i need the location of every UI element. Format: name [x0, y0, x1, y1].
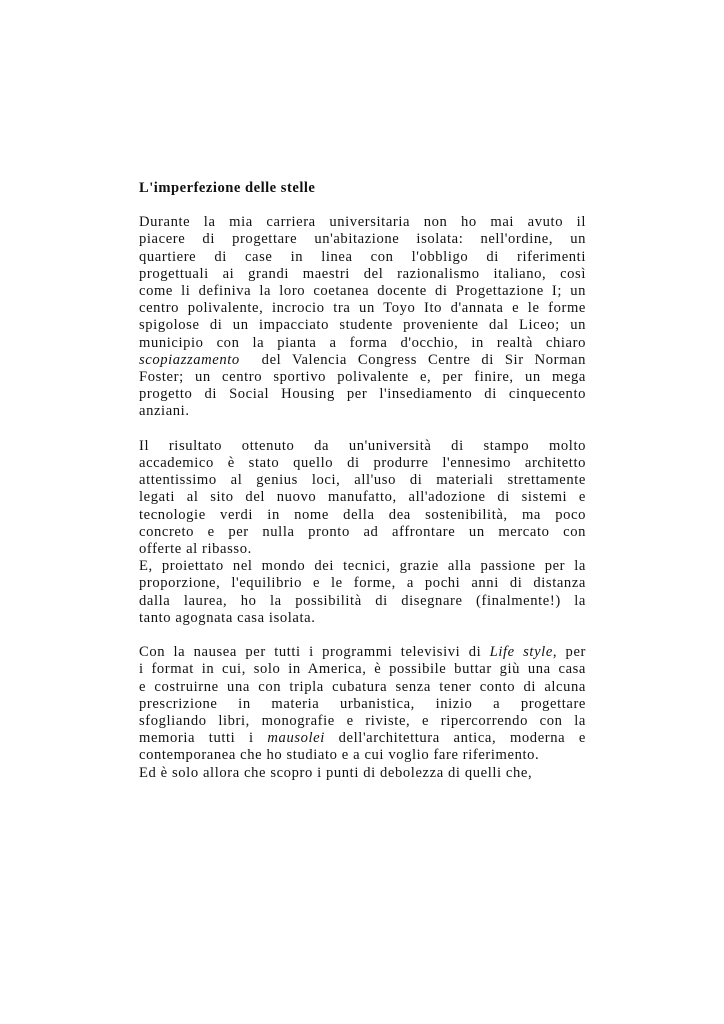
paragraph-1: [139, 214, 586, 420]
text-fragment: dell'architettura antica, moderna e: [338, 730, 587, 747]
text-line-with-italic: [139, 730, 586, 747]
text-line: Ed è solo allora che scopro i punti di debolezza di quelli che,: [139, 764, 533, 781]
italic-phrase: Life style: [489, 644, 553, 661]
text-line: accademico è stato quello di produrre l'ennesimo architetto: [139, 455, 586, 472]
text-fragment: del Valencia Congress Centre di Sir Norman: [261, 351, 586, 368]
paragraph-4: [139, 644, 586, 782]
text-line: e costruirne una con tripla cubatura senza tener conto di alcuna: [139, 678, 586, 695]
text-line: dalla laurea, ho la possibilità di disegnare (finalmente!) la: [139, 592, 586, 609]
text-fragment: , per: [552, 644, 586, 661]
text-line: tecnologie verdi in nome della dea sostenibilità, ma poco: [139, 506, 586, 523]
text-line: legati al sito del nuovo manufatto, all'adozione di sistemi e: [139, 489, 586, 506]
text-line: proporzione, l'equilibrio e le forme, a pochi anni di distanza: [139, 575, 586, 592]
text-line: centro polivalente, incrocio tra un Toyo Ito d'annata e le forme: [139, 300, 586, 317]
text-line: municipio con la pianta a forma d'occhio, in realtà chiaro: [139, 334, 586, 351]
text-line: E, proiettato nel mondo dei tecnici, grazie alla passione per la: [139, 558, 586, 575]
text-line: spigolose di un impacciato studente proveniente dal Liceo; un: [139, 317, 586, 334]
text-line: Il risultato ottenuto da un'università di stampo molto: [139, 437, 586, 454]
paragraph-3: [139, 558, 586, 627]
text-line: piacere di progettare un'abitazione isolata: nell'ordine, un: [139, 231, 586, 248]
text-line: Foster; un centro sportivo polivalente e, per finire, un mega: [139, 369, 586, 386]
italic-word: scopiazzamento: [139, 351, 240, 368]
text-line: progetto di Social Housing per l'insediamento di cinquecento: [139, 386, 586, 403]
document-title: L'imperfezione delle stelle: [139, 180, 316, 196]
text-line: prescrizione in materia urbanistica, inizio a progettare: [139, 695, 586, 712]
text-line: attentissimo al genius loci, all'uso di materiali strettamente: [139, 472, 586, 489]
text-line: progettuali ai grandi maestri del razionalismo italiano, così: [139, 265, 586, 282]
text-line: anziani.: [139, 403, 190, 420]
text-line-with-italic: [139, 644, 586, 661]
text-line: contemporanea che ho studiato e a cui voglio fare riferimento.: [139, 747, 540, 764]
text-line: sfogliando libri, monografie e riviste, e ripercorrendo con la: [139, 713, 586, 730]
text-line: concreto e per nulla pronto ad affrontare un mercato con: [139, 523, 586, 540]
text-line: i format in cui, solo in America, è possibile buttar giù una casa: [139, 661, 586, 678]
text-line: Durante la mia carriera universitaria non ho mai avuto il: [139, 214, 586, 231]
text-line-with-italic: [139, 352, 586, 369]
document-body: [139, 180, 586, 782]
italic-word: mausolei: [267, 730, 325, 747]
text-fragment: memoria tutti i: [139, 730, 254, 747]
text-line: quartiere di case in linea con l'obbligo di riferimenti: [139, 248, 586, 265]
paragraph-2: [139, 438, 586, 558]
text-fragment: Con la nausea per tutti i programmi televisivi di: [139, 644, 482, 661]
text-line: tanto agognata casa isolata.: [139, 609, 316, 626]
text-line: come li definiva la loro coetanea docente di Progettazione I; un: [139, 283, 586, 300]
text-line: offerte al ribasso.: [139, 541, 252, 558]
